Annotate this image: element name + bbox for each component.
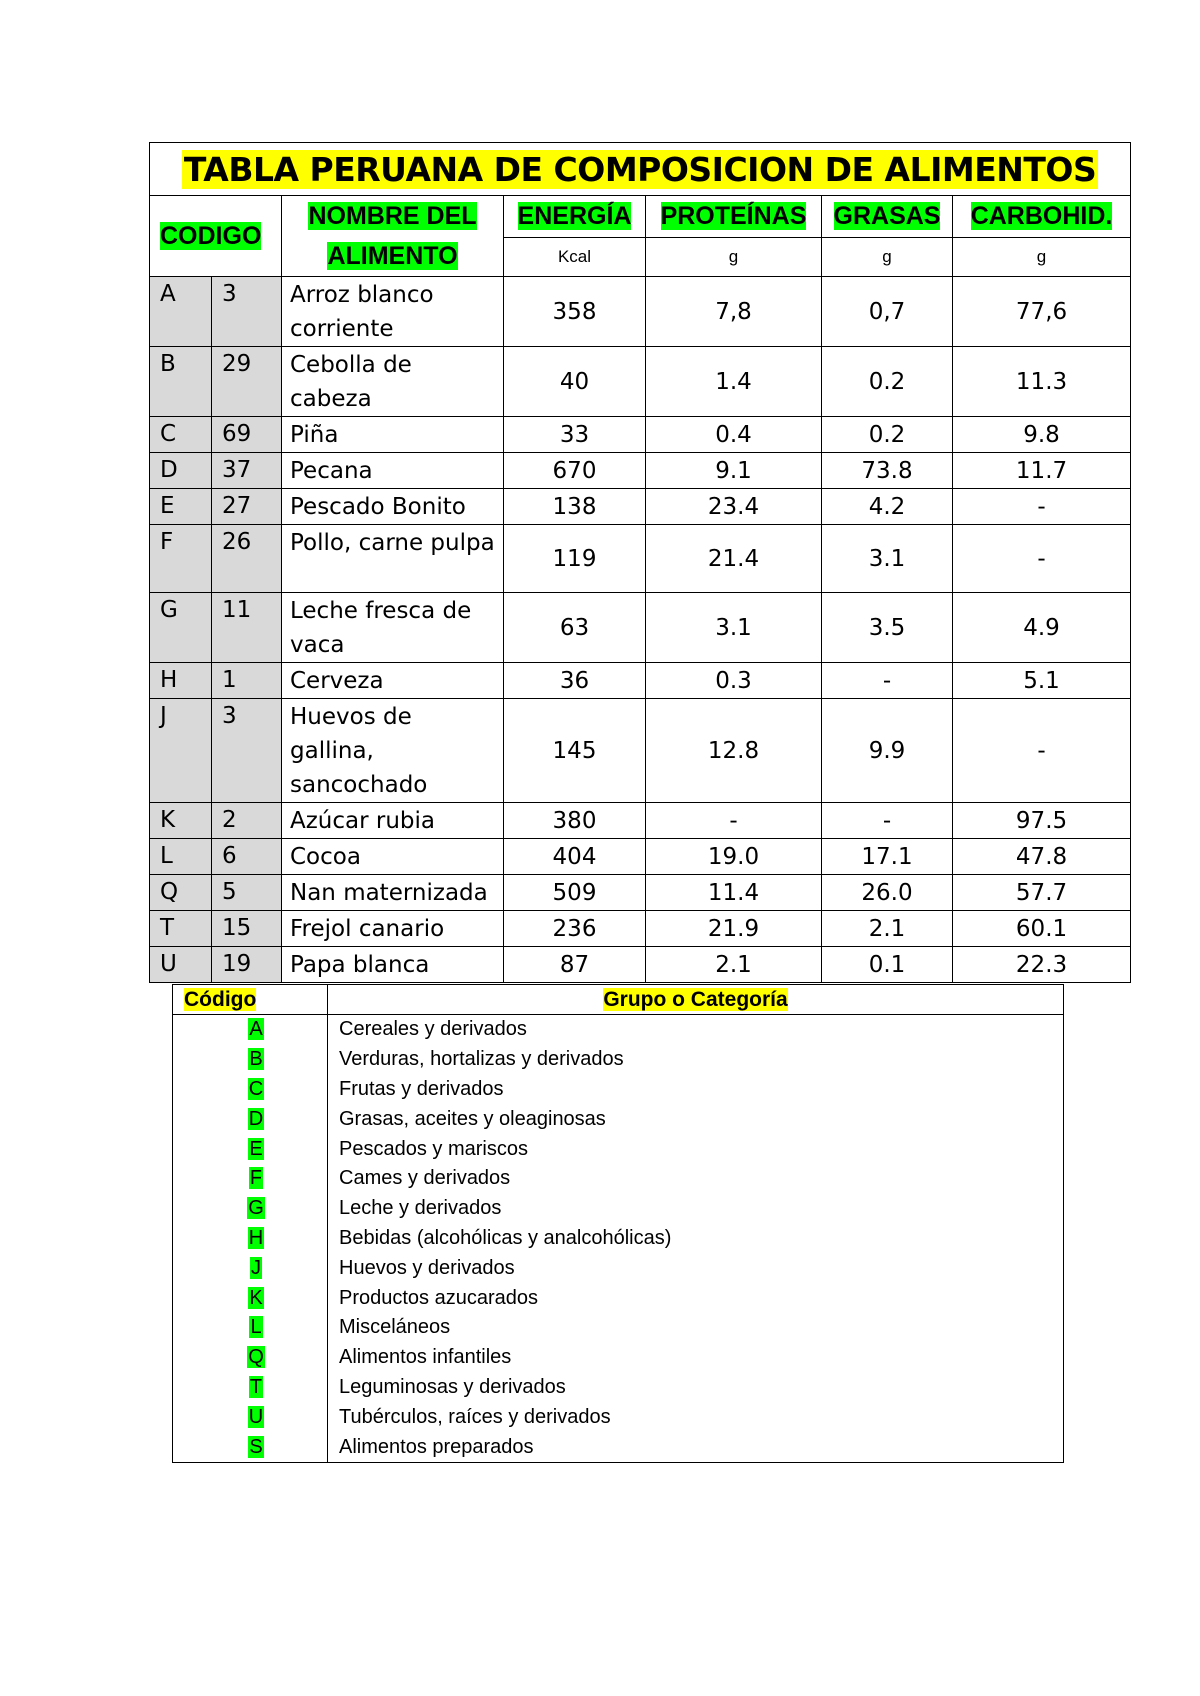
legend-code-cell bbox=[173, 1224, 328, 1254]
legend-header-row bbox=[173, 985, 1064, 1015]
unit-proteinas: g bbox=[646, 237, 822, 277]
title-cell bbox=[150, 143, 1131, 196]
row-code-number: 6 bbox=[212, 839, 282, 875]
row-code-number: 69 bbox=[212, 417, 282, 453]
row-carbohid: 5.1 bbox=[953, 663, 1131, 699]
legend-category: Alimentos preparados bbox=[328, 1432, 1064, 1462]
row-food-name: Pescado Bonito bbox=[282, 489, 504, 525]
legend-header-grupo bbox=[328, 985, 1064, 1015]
row-food-name: Papa blanca bbox=[282, 947, 504, 983]
legend-code-letter: H bbox=[248, 1226, 264, 1249]
header-proteinas-label: PROTEÍNAS bbox=[660, 201, 807, 230]
table-row bbox=[150, 911, 1131, 947]
row-energia: 670 bbox=[504, 453, 646, 489]
legend-code-cell bbox=[173, 1194, 328, 1224]
row-proteinas: 23.4 bbox=[646, 489, 822, 525]
row-grasas: 3.1 bbox=[822, 525, 953, 593]
row-energia: 380 bbox=[504, 803, 646, 839]
row-code-number: 29 bbox=[212, 347, 282, 417]
legend-code-cell bbox=[173, 1432, 328, 1462]
row-code-number: 2 bbox=[212, 803, 282, 839]
table-row bbox=[150, 347, 1131, 417]
row-proteinas: - bbox=[646, 803, 822, 839]
row-grasas: 2.1 bbox=[822, 911, 953, 947]
row-letter: D bbox=[150, 453, 212, 489]
row-food-name: Cocoa bbox=[282, 839, 504, 875]
legend-category: Productos azucarados bbox=[328, 1283, 1064, 1313]
legend-code-cell bbox=[173, 1313, 328, 1343]
row-proteinas: 21.4 bbox=[646, 525, 822, 593]
row-grasas: 0.1 bbox=[822, 947, 953, 983]
row-grasas: 0,7 bbox=[822, 277, 953, 347]
row-carbohid: 60.1 bbox=[953, 911, 1131, 947]
legend-row bbox=[173, 1432, 1064, 1462]
table-row bbox=[150, 699, 1131, 803]
table-row bbox=[150, 663, 1131, 699]
legend-row bbox=[173, 1373, 1064, 1403]
legend-code-cell bbox=[173, 1164, 328, 1194]
legend-row bbox=[173, 1045, 1064, 1075]
row-proteinas: 1.4 bbox=[646, 347, 822, 417]
row-energia: 404 bbox=[504, 839, 646, 875]
row-carbohid: 11.3 bbox=[953, 347, 1131, 417]
header-nombre-line1: NOMBRE DEL bbox=[308, 202, 477, 230]
row-grasas: 26.0 bbox=[822, 875, 953, 911]
legend-row bbox=[173, 1343, 1064, 1373]
row-proteinas: 12.8 bbox=[646, 699, 822, 803]
row-carbohid: 11.7 bbox=[953, 453, 1131, 489]
legend-row bbox=[173, 1283, 1064, 1313]
legend-header-codigo-label: Código bbox=[184, 987, 257, 1011]
table-row bbox=[150, 525, 1131, 593]
legend-category: Tubérculos, raíces y derivados bbox=[328, 1402, 1064, 1432]
legend-code-cell bbox=[173, 1283, 328, 1313]
header-codigo-label: CODIGO bbox=[160, 221, 262, 250]
legend-category: Cereales y derivados bbox=[328, 1015, 1064, 1045]
row-grasas: 9.9 bbox=[822, 699, 953, 803]
legend-code-cell bbox=[173, 1134, 328, 1164]
row-letter: E bbox=[150, 489, 212, 525]
legend-code-letter: L bbox=[250, 1316, 262, 1339]
row-code-number: 26 bbox=[212, 525, 282, 593]
legend-code-cell bbox=[173, 1402, 328, 1432]
legend-row bbox=[173, 1253, 1064, 1283]
unit-grasas: g bbox=[822, 237, 953, 277]
row-food-name: Leche fresca de vaca bbox=[282, 593, 504, 663]
legend-code-letter: K bbox=[249, 1286, 263, 1309]
row-carbohid: 9.8 bbox=[953, 417, 1131, 453]
row-food-name: Frejol canario bbox=[282, 911, 504, 947]
row-food-name: Nan maternizada bbox=[282, 875, 504, 911]
row-energia: 358 bbox=[504, 277, 646, 347]
unit-carbohid: g bbox=[953, 237, 1131, 277]
row-carbohid: 57.7 bbox=[953, 875, 1131, 911]
row-grasas: 17.1 bbox=[822, 839, 953, 875]
table-row bbox=[150, 593, 1131, 663]
header-codigo bbox=[150, 196, 282, 277]
legend-row bbox=[173, 1075, 1064, 1105]
row-letter: F bbox=[150, 525, 212, 593]
row-code-number: 19 bbox=[212, 947, 282, 983]
row-code-number: 15 bbox=[212, 911, 282, 947]
row-carbohid: - bbox=[953, 489, 1131, 525]
legend-category: Alimentos infantiles bbox=[328, 1343, 1064, 1373]
row-proteinas: 2.1 bbox=[646, 947, 822, 983]
row-letter: H bbox=[150, 663, 212, 699]
row-code-number: 3 bbox=[212, 699, 282, 803]
row-grasas: - bbox=[822, 663, 953, 699]
row-proteinas: 9.1 bbox=[646, 453, 822, 489]
legend-code-letter: T bbox=[249, 1375, 263, 1398]
row-grasas: 4.2 bbox=[822, 489, 953, 525]
row-letter: G bbox=[150, 593, 212, 663]
row-energia: 509 bbox=[504, 875, 646, 911]
page-title: TABLA PERUANA DE COMPOSICION DE ALIMENTOS bbox=[183, 149, 1097, 189]
row-carbohid: 47.8 bbox=[953, 839, 1131, 875]
header-proteinas bbox=[646, 196, 822, 238]
row-energia: 33 bbox=[504, 417, 646, 453]
legend-code-letter: D bbox=[248, 1107, 264, 1130]
row-carbohid: 22.3 bbox=[953, 947, 1131, 983]
row-food-name: Arroz blanco corriente bbox=[282, 277, 504, 347]
legend-category: Huevos y derivados bbox=[328, 1253, 1064, 1283]
legend-code-letter: E bbox=[249, 1137, 263, 1160]
legend-code-letter: S bbox=[249, 1435, 263, 1458]
row-carbohid: 4.9 bbox=[953, 593, 1131, 663]
legend-header-grupo-label: Grupo o Categoría bbox=[603, 987, 788, 1011]
legend-category: Cames y derivados bbox=[328, 1164, 1064, 1194]
table-row bbox=[150, 417, 1131, 453]
legend-code-cell bbox=[173, 1373, 328, 1403]
row-food-name: Azúcar rubia bbox=[282, 803, 504, 839]
row-letter: T bbox=[150, 911, 212, 947]
legend-row bbox=[173, 1104, 1064, 1134]
row-letter: L bbox=[150, 839, 212, 875]
table-row bbox=[150, 453, 1131, 489]
legend-category: Leche y derivados bbox=[328, 1194, 1064, 1224]
legend-code-cell bbox=[173, 1104, 328, 1134]
header-energia bbox=[504, 196, 646, 238]
row-letter: A bbox=[150, 277, 212, 347]
header-row bbox=[150, 196, 1131, 238]
row-energia: 63 bbox=[504, 593, 646, 663]
table-row bbox=[150, 875, 1131, 911]
row-carbohid: - bbox=[953, 525, 1131, 593]
legend-code-letter: F bbox=[249, 1167, 263, 1190]
header-nombre-line2: ALIMENTO bbox=[327, 242, 458, 270]
row-grasas: 0.2 bbox=[822, 417, 953, 453]
row-food-name: Huevos de gallina, sancochado bbox=[282, 699, 504, 803]
row-code-number: 37 bbox=[212, 453, 282, 489]
row-carbohid: 97.5 bbox=[953, 803, 1131, 839]
row-letter: J bbox=[150, 699, 212, 803]
row-food-name: Piña bbox=[282, 417, 504, 453]
header-carbohid bbox=[953, 196, 1131, 238]
table-row bbox=[150, 489, 1131, 525]
legend-code-letter: Q bbox=[248, 1346, 264, 1369]
row-energia: 145 bbox=[504, 699, 646, 803]
row-grasas: 73.8 bbox=[822, 453, 953, 489]
legend-code-cell bbox=[173, 1015, 328, 1045]
legend-header-codigo bbox=[173, 985, 328, 1015]
row-proteinas: 0.3 bbox=[646, 663, 822, 699]
row-proteinas: 3.1 bbox=[646, 593, 822, 663]
row-code-number: 5 bbox=[212, 875, 282, 911]
header-energia-label: ENERGÍA bbox=[517, 201, 632, 230]
legend-code-letter: A bbox=[249, 1018, 263, 1041]
legend-row bbox=[173, 1164, 1064, 1194]
legend-code-cell bbox=[173, 1253, 328, 1283]
row-food-name: Pollo, carne pulpa bbox=[282, 525, 504, 593]
table-row bbox=[150, 277, 1131, 347]
legend-code-cell bbox=[173, 1045, 328, 1075]
row-letter: B bbox=[150, 347, 212, 417]
row-grasas: 3.5 bbox=[822, 593, 953, 663]
row-proteinas: 0.4 bbox=[646, 417, 822, 453]
header-nombre bbox=[282, 196, 504, 277]
row-energia: 236 bbox=[504, 911, 646, 947]
legend-category: Leguminosas y derivados bbox=[328, 1373, 1064, 1403]
row-carbohid: 77,6 bbox=[953, 277, 1131, 347]
title-row bbox=[150, 143, 1131, 196]
row-grasas: 0.2 bbox=[822, 347, 953, 417]
row-food-name: Cebolla de cabeza bbox=[282, 347, 504, 417]
table-row bbox=[150, 839, 1131, 875]
legend-code-cell bbox=[173, 1343, 328, 1373]
row-energia: 138 bbox=[504, 489, 646, 525]
row-code-number: 27 bbox=[212, 489, 282, 525]
row-code-number: 1 bbox=[212, 663, 282, 699]
legend-row bbox=[173, 1402, 1064, 1432]
table-row bbox=[150, 803, 1131, 839]
legend-code-cell bbox=[173, 1075, 328, 1105]
row-letter: K bbox=[150, 803, 212, 839]
row-proteinas: 11.4 bbox=[646, 875, 822, 911]
row-energia: 87 bbox=[504, 947, 646, 983]
row-food-name: Pecana bbox=[282, 453, 504, 489]
legend-category: Misceláneos bbox=[328, 1313, 1064, 1343]
legend-row bbox=[173, 1015, 1064, 1045]
legend-code-letter: C bbox=[248, 1077, 264, 1100]
legend-code-letter: J bbox=[251, 1256, 261, 1279]
header-grasas-label: GRASAS bbox=[833, 201, 941, 230]
header-grasas bbox=[822, 196, 953, 238]
legend-row bbox=[173, 1134, 1064, 1164]
legend-code-letter: U bbox=[248, 1405, 264, 1428]
row-code-number: 3 bbox=[212, 277, 282, 347]
legend-category: Pescados y mariscos bbox=[328, 1134, 1064, 1164]
row-proteinas: 21.9 bbox=[646, 911, 822, 947]
header-carbohid-label: CARBOHID. bbox=[970, 201, 1113, 230]
legend-category: Verduras, hortalizas y derivados bbox=[328, 1045, 1064, 1075]
legend-category: Frutas y derivados bbox=[328, 1075, 1064, 1105]
legend-category: Grasas, aceites y oleaginosas bbox=[328, 1104, 1064, 1134]
row-energia: 119 bbox=[504, 525, 646, 593]
row-proteinas: 7,8 bbox=[646, 277, 822, 347]
row-letter: C bbox=[150, 417, 212, 453]
legend-code-letter: G bbox=[248, 1197, 264, 1220]
row-food-name: Cerveza bbox=[282, 663, 504, 699]
row-energia: 40 bbox=[504, 347, 646, 417]
table-row bbox=[150, 947, 1131, 983]
row-energia: 36 bbox=[504, 663, 646, 699]
legend-row bbox=[173, 1224, 1064, 1254]
row-proteinas: 19.0 bbox=[646, 839, 822, 875]
legend-category: Bebidas (alcohólicas y analcohólicas) bbox=[328, 1224, 1064, 1254]
legend-row bbox=[173, 1194, 1064, 1224]
row-grasas: - bbox=[822, 803, 953, 839]
row-code-number: 11 bbox=[212, 593, 282, 663]
category-legend-table bbox=[172, 984, 1064, 1463]
row-letter: U bbox=[150, 947, 212, 983]
legend-code-letter: B bbox=[249, 1048, 263, 1071]
legend-row bbox=[173, 1313, 1064, 1343]
food-composition-table bbox=[149, 142, 1131, 983]
row-carbohid: - bbox=[953, 699, 1131, 803]
unit-energia: Kcal bbox=[504, 237, 646, 277]
row-letter: Q bbox=[150, 875, 212, 911]
